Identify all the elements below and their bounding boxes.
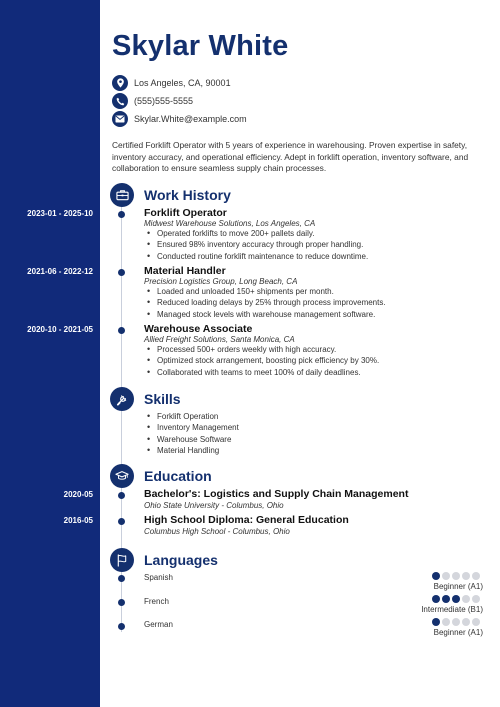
rating-dot bbox=[472, 618, 480, 626]
rating-dot bbox=[442, 595, 450, 603]
education-degree: Bachelor's: Logistics and Supply Chain Management bbox=[144, 488, 409, 500]
language-rating bbox=[432, 572, 480, 580]
timeline-dot bbox=[118, 327, 125, 334]
skill-item: • Forklift Operation bbox=[144, 411, 239, 422]
job-bullets bbox=[144, 228, 368, 262]
contact-phone bbox=[112, 93, 193, 109]
timeline-dot bbox=[118, 211, 125, 218]
rating-dot bbox=[452, 595, 460, 603]
language-level: Beginner (A1) bbox=[433, 628, 483, 637]
rating-dot bbox=[462, 618, 470, 626]
timeline-dot bbox=[118, 518, 125, 525]
phone-icon bbox=[112, 93, 128, 109]
job-bullets bbox=[144, 344, 379, 378]
skills-heading: Skills bbox=[144, 391, 181, 407]
rating-dot bbox=[442, 618, 450, 626]
job-bullet: • Processed 500+ orders weekly with high accuracy. bbox=[144, 344, 379, 355]
rating-dot bbox=[452, 618, 460, 626]
education-school: Ohio State University - Columbus, Ohio bbox=[144, 501, 284, 510]
job-company: Allied Freight Solutions, Santa Monica, CA bbox=[144, 335, 295, 344]
rating-dot bbox=[432, 595, 440, 603]
job-dates: 2020-10 - 2021-05 bbox=[27, 325, 93, 334]
skill-item: • Inventory Management bbox=[144, 422, 239, 433]
rating-dot bbox=[432, 618, 440, 626]
contact-address bbox=[112, 75, 231, 91]
timeline-dot bbox=[118, 269, 125, 276]
education-date: 2016-05 bbox=[63, 516, 93, 525]
job-title: Warehouse Associate bbox=[144, 323, 253, 335]
education-heading: Education bbox=[144, 468, 212, 484]
job-bullet: • Collaborated with teams to meet 100% of daily deadlines. bbox=[144, 367, 379, 378]
job-bullet: • Loaded and unloaded 150+ shipments per month. bbox=[144, 286, 386, 297]
language-name: German bbox=[144, 620, 173, 629]
rating-dot bbox=[432, 572, 440, 580]
location-pin-icon bbox=[112, 75, 128, 91]
languages-heading: Languages bbox=[144, 552, 218, 568]
language-level: Intermediate (B1) bbox=[421, 605, 483, 614]
rating-dot bbox=[442, 572, 450, 580]
job-title: Forklift Operator bbox=[144, 207, 227, 219]
job-dates: 2021-06 - 2022-12 bbox=[27, 267, 93, 276]
skill-item: • Warehouse Software bbox=[144, 434, 239, 445]
rating-dot bbox=[472, 595, 480, 603]
graduation-cap-icon bbox=[110, 464, 134, 488]
rating-dot bbox=[462, 595, 470, 603]
timeline-dot bbox=[118, 599, 125, 606]
job-bullet: • Conducted routine forklift maintenance to reduce downtime. bbox=[144, 251, 368, 262]
language-level: Beginner (A1) bbox=[433, 582, 483, 591]
hand-tools-icon bbox=[110, 387, 134, 411]
rating-dot bbox=[472, 572, 480, 580]
timeline-dot bbox=[118, 623, 125, 630]
education-degree: High School Diploma: General Education bbox=[144, 514, 349, 526]
job-bullet: • Optimized stock arrangement, boosting pick efficiency by 30%. bbox=[144, 355, 379, 366]
job-bullets bbox=[144, 286, 386, 320]
job-company: Precision Logistics Group, Long Beach, CA bbox=[144, 277, 298, 286]
job-bullet: • Operated forklifts to move 200+ pallets daily. bbox=[144, 228, 368, 239]
job-title: Material Handler bbox=[144, 265, 226, 277]
job-bullet: • Managed stock levels with warehouse management software. bbox=[144, 309, 386, 320]
envelope-icon bbox=[112, 111, 128, 127]
language-rating bbox=[432, 595, 480, 603]
contact-email bbox=[112, 111, 247, 127]
job-company: Midwest Warehouse Solutions, Los Angeles, CA bbox=[144, 219, 316, 228]
rating-dot bbox=[462, 572, 470, 580]
timeline-dot bbox=[118, 492, 125, 499]
job-bullet: • Ensured 98% inventory accuracy through proper handling. bbox=[144, 239, 368, 250]
work-history-heading: Work History bbox=[144, 187, 231, 203]
briefcase-icon bbox=[110, 183, 134, 207]
rating-dot bbox=[452, 572, 460, 580]
email-text: Skylar.White@example.com bbox=[134, 114, 247, 124]
job-bullet: • Reduced loading delays by 25% through process improvements. bbox=[144, 297, 386, 308]
job-dates: 2023-01 - 2025-10 bbox=[27, 209, 93, 218]
skill-item: • Material Handling bbox=[144, 445, 239, 456]
language-rating bbox=[432, 618, 480, 626]
skills-list bbox=[144, 411, 239, 456]
language-name: Spanish bbox=[144, 573, 173, 582]
language-name: French bbox=[144, 597, 169, 606]
phone-text: (555)555-5555 bbox=[134, 96, 194, 106]
timeline-dot bbox=[118, 575, 125, 582]
candidate-name: Skylar White bbox=[112, 30, 289, 62]
education-date: 2020-05 bbox=[63, 490, 93, 499]
professional-summary: Certified Forklift Operator with 5 years of experience in warehousing. Proven expertise in safety, inventory accuracy, and operational efficiency. Adept in forklift operation, inventory software, and collaboration to ensure seamless supply chain processes. bbox=[112, 140, 469, 174]
education-school: Columbus High School - Columbus, Ohio bbox=[144, 527, 290, 536]
flag-icon bbox=[110, 548, 134, 572]
address-text: Los Angeles, CA, 90001 bbox=[134, 78, 231, 88]
